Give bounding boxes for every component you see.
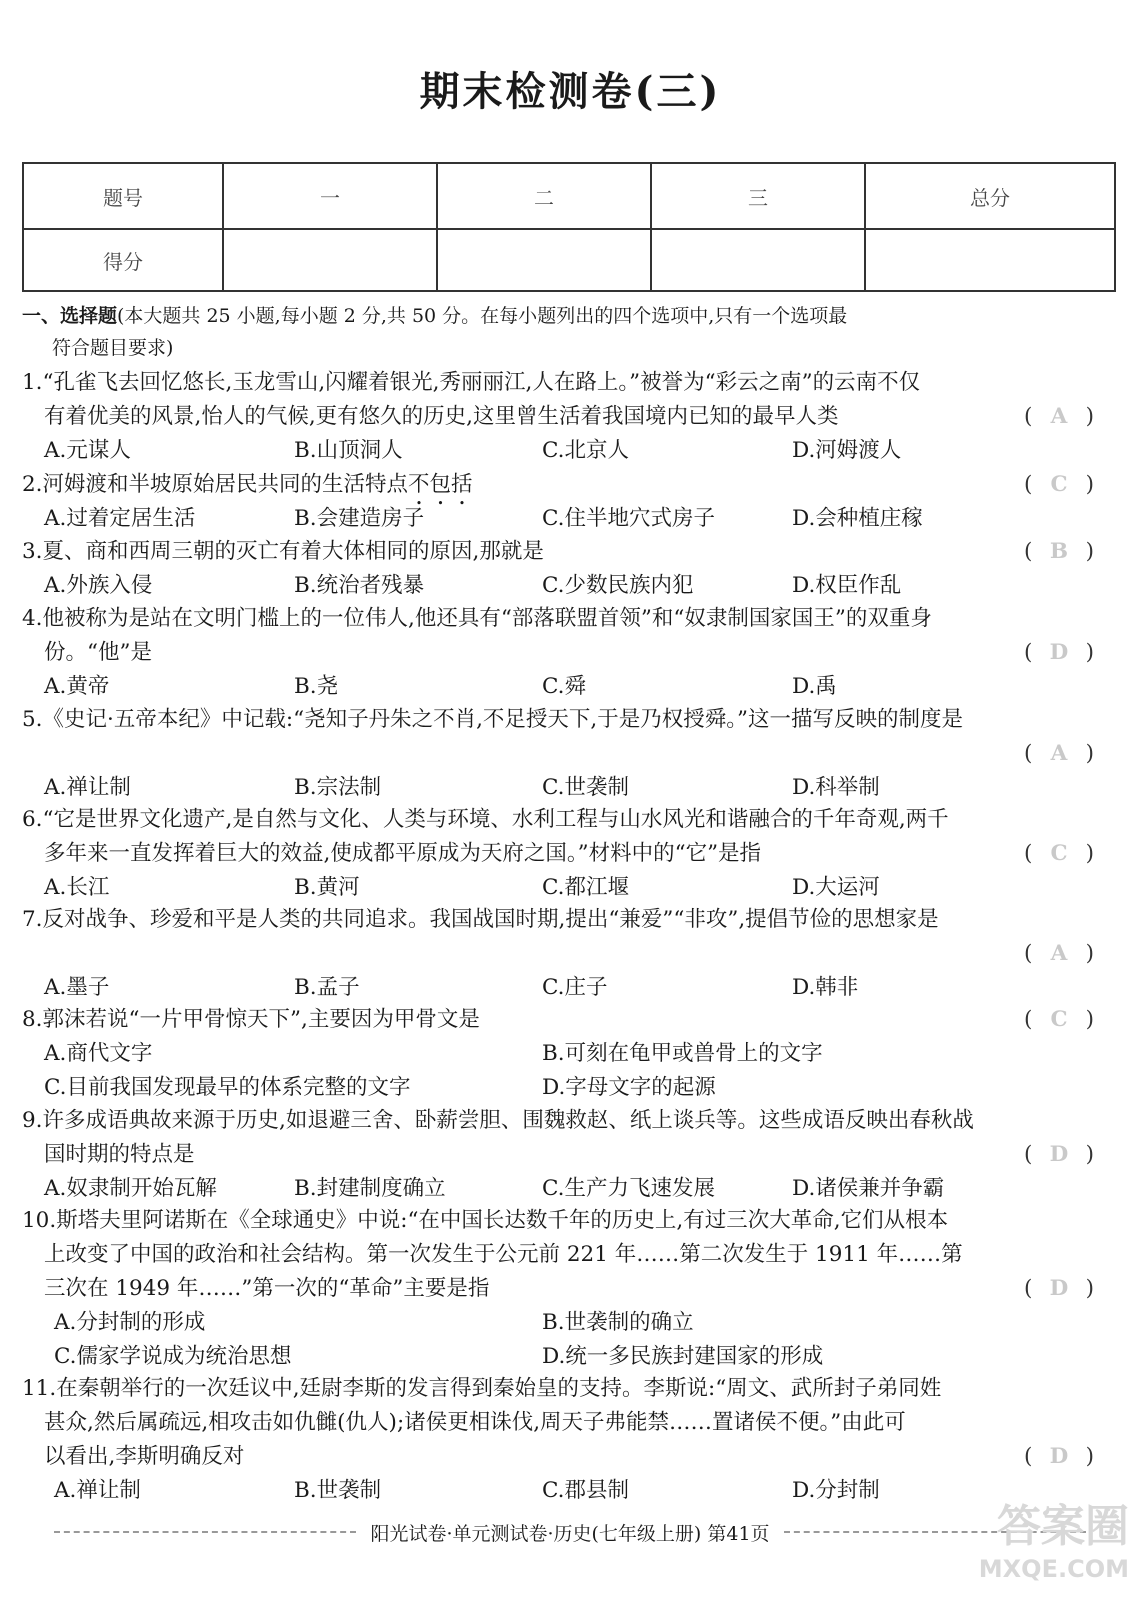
- question-7: [22, 903, 1116, 1005]
- option[interactable]: A.黄帝: [44, 674, 110, 699]
- option[interactable]: A.墨子: [44, 975, 110, 1000]
- options-row: [22, 771, 1116, 805]
- question-6: [22, 803, 1116, 905]
- score-cell: 得分: [23, 229, 223, 291]
- score-table: [22, 162, 1116, 292]
- question-stem: 有着优美的风景,怡人的气候,更有悠久的历史,这里曾生活着我国境内已知的最早人类 ( A ): [22, 400, 1116, 434]
- options-row: [22, 871, 1116, 905]
- option[interactable]: C.北京人: [542, 438, 630, 463]
- answer-bracket: ( D ): [1024, 1138, 1094, 1172]
- options-row: [22, 1172, 1116, 1206]
- question-stem: 多年来一直发挥着巨大的效益,使成都平原成为天府之国。”材料中的“它”是指 ( C ): [22, 837, 1116, 871]
- option[interactable]: A.长江: [44, 875, 110, 900]
- option[interactable]: A.禅让制: [44, 775, 131, 800]
- option[interactable]: D.大运河: [792, 875, 880, 900]
- options-row: [22, 1474, 1116, 1508]
- option[interactable]: A.商代文字: [44, 1041, 153, 1066]
- option[interactable]: B.山顶洞人: [294, 438, 403, 463]
- answer-bracket: ( A ): [1024, 737, 1094, 771]
- option[interactable]: C.庄子: [542, 975, 608, 1000]
- score-table-header-row: [23, 163, 1115, 229]
- watermark-url: MXQE.COM: [978, 1555, 1129, 1583]
- option[interactable]: D.字母文字的起源: [542, 1075, 716, 1100]
- section-instructions: (本大题共 25 小题,每小题 2 分,共 50 分。在每小题列出的四个选项中,只有一个选项最: [117, 305, 848, 327]
- question-9: [22, 1104, 1116, 1206]
- question-stem: 11.在秦朝举行的一次廷议中,廷尉李斯的发言得到秦始皇的支持。李斯说:“周文、武所封子弟同姓: [22, 1376, 942, 1401]
- option[interactable]: B.可刻在龟甲或兽骨上的文字: [542, 1041, 823, 1066]
- option[interactable]: A.外族入侵: [44, 573, 153, 598]
- answer-value: D: [1049, 1142, 1069, 1167]
- answer-bracket: ( D ): [1024, 1440, 1094, 1474]
- section-heading: [22, 300, 1116, 364]
- options-row: [22, 569, 1116, 603]
- question-11: [22, 1372, 1116, 1508]
- answer-value: A: [1050, 941, 1068, 966]
- option[interactable]: B.黄河: [294, 875, 360, 900]
- score-cell: 三: [651, 163, 865, 229]
- option[interactable]: C.儒家学说成为统治思想: [54, 1344, 292, 1369]
- option[interactable]: C.都江堰: [542, 875, 630, 900]
- question-2: [22, 468, 1116, 536]
- question-stem: 三次在 1949 年……”第一次的“革命”主要是指 ( D ): [22, 1272, 1116, 1306]
- footer-rule-left: [54, 1531, 356, 1533]
- option[interactable]: A.分封制的形成: [54, 1310, 206, 1335]
- answer-bracket: ( C ): [1024, 1003, 1094, 1037]
- question-stem: 国时期的特点是 ( D ): [22, 1138, 1116, 1172]
- option[interactable]: C.生产力飞速发展: [542, 1176, 716, 1201]
- question-answer-line: [22, 937, 1116, 971]
- answer-value: A: [1050, 404, 1068, 429]
- question-1: [22, 366, 1116, 468]
- answer-bracket: ( B ): [1024, 535, 1094, 569]
- option[interactable]: A.奴隶制开始瓦解: [44, 1176, 217, 1201]
- options-row: [22, 1306, 1116, 1340]
- question-3: [22, 535, 1116, 603]
- option[interactable]: D.韩非: [792, 975, 859, 1000]
- option[interactable]: D.分封制: [792, 1478, 880, 1503]
- question-stem: 7.反对战争、珍爱和平是人类的共同追求。我国战国时期,提出“兼爱”“非攻”,提倡节俭的思想家是: [22, 907, 939, 932]
- score-cell: 二: [437, 163, 651, 229]
- answer-bracket: ( C ): [1024, 837, 1094, 871]
- option[interactable]: B.统治者残暴: [294, 573, 425, 598]
- watermark-logo: [959, 1500, 1129, 1592]
- option[interactable]: A.禅让制: [54, 1478, 141, 1503]
- option[interactable]: C.住半地穴式房子: [542, 506, 716, 531]
- answer-bracket: ( D ): [1024, 636, 1094, 670]
- option[interactable]: D.会种植庄稼: [792, 506, 923, 531]
- option[interactable]: D.科举制: [792, 775, 880, 800]
- answer-value: D: [1049, 640, 1069, 665]
- options-row: [22, 670, 1116, 704]
- option[interactable]: D.河姆渡人: [792, 438, 902, 463]
- option[interactable]: B.孟子: [294, 975, 360, 1000]
- option[interactable]: D.权臣作乱: [792, 573, 902, 598]
- answer-bracket: ( C ): [1024, 468, 1094, 502]
- question-10: [22, 1204, 1116, 1374]
- question-stem: 甚众,然后属疏远,相攻击如仇雠(仇人);诸侯更相诛伐,周天子弗能禁……置诸侯不便。”由此可: [44, 1410, 906, 1435]
- question-8: [22, 1003, 1116, 1105]
- question-stem: 8.郭沫若说“一片甲骨惊天下”,主要因为甲骨文是 ( C ): [22, 1003, 1116, 1037]
- score-input-cell[interactable]: [865, 229, 1115, 291]
- question-stem: 6.“它是世界文化遗产,是自然与文化、人类与环境、水利工程与山水风光和谐融合的千年奇观,两千: [22, 807, 949, 832]
- question-stem: 5.《史记·五帝本纪》中记载:“尧知子丹朱之不肖,不足授天下,于是乃权授舜。”这一描写反映的制度是: [22, 707, 963, 732]
- option[interactable]: B.世袭制的确立: [542, 1310, 694, 1335]
- option[interactable]: B.世袭制: [294, 1478, 382, 1503]
- question-stem: 2.河姆渡和半坡原始居民共同的生活特点不包括 ( C ): [22, 468, 1116, 502]
- page-footer: [40, 1512, 1100, 1552]
- score-cell: 一: [223, 163, 437, 229]
- option[interactable]: A.元谋人: [44, 438, 131, 463]
- question-5: [22, 703, 1116, 805]
- option[interactable]: D.诸侯兼并争霸: [792, 1176, 945, 1201]
- question-4: [22, 602, 1116, 704]
- question-stem: 9.许多成语典故来源于历史,如退避三舍、卧薪尝胆、围魏救赵、纸上谈兵等。这些成语反映出春秋战: [22, 1108, 974, 1133]
- options-row: [22, 502, 1116, 536]
- option[interactable]: A.过着定居生活: [44, 506, 196, 531]
- score-cell: 题号: [23, 163, 223, 229]
- footer-text: 阳光试卷·单元测试卷·历史(七年级上册) 第41页: [370, 1522, 770, 1545]
- question-stem: 1.“孔雀飞去回忆悠长,玉龙雪山,闪耀着银光,秀丽丽江,人在路上。”被誉为“彩云之南”的云南不仅: [22, 370, 921, 395]
- score-input-cell[interactable]: [223, 229, 437, 291]
- question-stem: 4.他被称为是站在文明门槛上的一位伟人,他还具有“部落联盟首领”和“奴隶制国家国王”的双重身: [22, 606, 932, 631]
- option[interactable]: C.少数民族内犯: [542, 573, 694, 598]
- answer-value: D: [1049, 1276, 1069, 1301]
- section-instructions-cont: 符合题目要求): [52, 337, 174, 359]
- option[interactable]: D.禹: [792, 674, 837, 699]
- answer-value: C: [1050, 841, 1068, 866]
- answer-value: B: [1049, 539, 1069, 564]
- option[interactable]: B.会建造房子: [294, 506, 425, 531]
- section-title: 一、选择题: [22, 305, 118, 327]
- answer-value: C: [1050, 472, 1068, 497]
- answer-value: D: [1049, 1444, 1069, 1469]
- answer-value: C: [1050, 1007, 1068, 1032]
- option[interactable]: C.郡县制: [542, 1478, 630, 1503]
- emphasis-text: 不包括: [408, 472, 473, 497]
- option[interactable]: C.舜: [542, 674, 587, 699]
- question-stem: 10.斯塔夫里阿诺斯在《全球通史》中说:“在中国长达数千年的历史上,有过三次大革命,它们从根本: [22, 1208, 949, 1233]
- option[interactable]: B.宗法制: [294, 775, 382, 800]
- options-row: [22, 1340, 1116, 1374]
- score-table-score-row: [23, 229, 1115, 291]
- option[interactable]: C.目前我国发现最早的体系完整的文字: [44, 1075, 411, 1100]
- option[interactable]: D.统一多民族封建国家的形成: [542, 1344, 824, 1369]
- answer-value: A: [1050, 741, 1068, 766]
- option[interactable]: C.世袭制: [542, 775, 630, 800]
- score-input-cell[interactable]: [651, 229, 865, 291]
- option[interactable]: B.尧: [294, 674, 339, 699]
- options-row: [22, 1071, 1116, 1105]
- score-cell: 总分: [865, 163, 1115, 229]
- answer-bracket: ( A ): [1024, 400, 1094, 434]
- watermark-text: 答案圈: [997, 1501, 1129, 1552]
- question-stem: 3.夏、商和西周三朝的灭亡有着大体相同的原因,那就是 ( B ): [22, 535, 1116, 569]
- score-input-cell[interactable]: [437, 229, 651, 291]
- question-stem: 份。“他”是 ( D ): [22, 636, 1116, 670]
- option[interactable]: B.封建制度确立: [294, 1176, 446, 1201]
- options-row: [22, 1037, 1116, 1071]
- options-row: [22, 971, 1116, 1005]
- options-row: [22, 434, 1116, 468]
- question-stem: 以看出,李斯明确反对 ( D ): [22, 1440, 1116, 1474]
- question-answer-line: [22, 737, 1116, 771]
- page-title: 期末检测卷(三): [419, 68, 722, 115]
- question-stem: 上改变了中国的政治和社会结构。第一次发生于公元前 221 年……第二次发生于 1911 年……第: [44, 1242, 963, 1267]
- answer-bracket: ( A ): [1024, 937, 1094, 971]
- answer-bracket: ( D ): [1024, 1272, 1094, 1306]
